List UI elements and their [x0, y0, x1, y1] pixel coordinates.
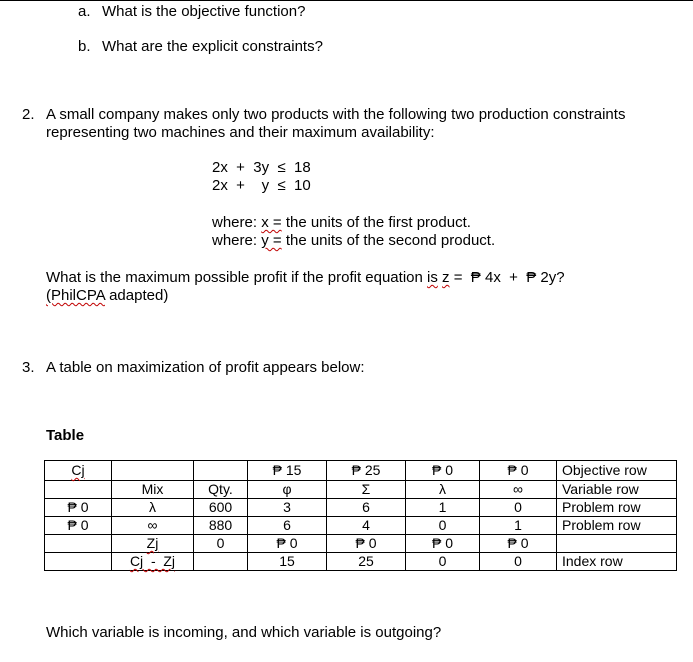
cell: 15: [248, 553, 327, 571]
table-label: Table: [46, 427, 85, 444]
q3-text: A table on maximization of profit appears below:: [46, 359, 365, 376]
cell: [112, 461, 194, 481]
cell: 4: [327, 517, 406, 535]
q2-question-z: z: [442, 269, 450, 286]
cell: Problem row: [557, 517, 677, 535]
cell: Cj: [45, 461, 112, 481]
where1-var: x =: [261, 214, 282, 231]
cell: 3: [248, 499, 327, 517]
cell: 0: [406, 553, 480, 571]
cell: [45, 481, 112, 499]
cell: [45, 535, 112, 553]
cell: ₱ 25: [327, 461, 406, 481]
table-row: [45, 461, 677, 481]
cell: [194, 461, 248, 481]
cell: Mix: [112, 481, 194, 499]
cell: ₱ 15: [248, 461, 327, 481]
q2-intro-line1: A small company makes only two products with the following two production constraints: [46, 106, 626, 123]
final-question: Which variable is incoming, and which variable is outgoing?: [46, 624, 442, 641]
cell: Problem row: [557, 499, 677, 517]
cell: Cj - Zj: [112, 553, 194, 571]
cell: 6: [327, 499, 406, 517]
cell: λ: [112, 499, 194, 517]
cell: [557, 535, 677, 553]
cell: 25: [327, 553, 406, 571]
q1a-text: What is the objective function?: [102, 3, 306, 20]
q2-source-a: (PhilCPA: [46, 287, 105, 304]
constraint-1: 2x + 3y ≤ 18: [212, 159, 311, 176]
q1b-text: What are the explicit constraints?: [102, 38, 323, 55]
cell: Index row: [557, 553, 677, 571]
q2-intro-line2: representing two machines and their maximum availability:: [46, 124, 435, 141]
q1b-label: b.: [78, 38, 91, 55]
cell: [194, 553, 248, 571]
cell: 880: [194, 517, 248, 535]
q3-number: 3.: [22, 359, 35, 376]
where-line-2: [212, 232, 495, 250]
q2-question: [46, 269, 565, 287]
cell: ₱ 0: [480, 461, 557, 481]
cell: ₱ 0: [327, 535, 406, 553]
q2-question-post: = ₱ 4x + ₱ 2y?: [453, 269, 565, 286]
simplex-table: [44, 460, 677, 571]
cell: Variable row: [557, 481, 677, 499]
table-row: [45, 535, 677, 553]
cell: ₱ 0: [45, 499, 112, 517]
table-row: [45, 499, 677, 517]
where2-prefix: where:: [212, 232, 258, 249]
cell: 6: [248, 517, 327, 535]
q2-question-is: is: [427, 269, 438, 286]
cell: ₱ 0: [480, 535, 557, 553]
table-row: [45, 553, 677, 571]
cell: Qty.: [194, 481, 248, 499]
cell: 600: [194, 499, 248, 517]
where1-prefix: where:: [212, 214, 258, 231]
cell: Σ: [327, 481, 406, 499]
table-row: [45, 517, 677, 535]
cell: ₱ 0: [248, 535, 327, 553]
constraint-2: 2x + y ≤ 10: [212, 177, 311, 194]
cell: 1: [406, 499, 480, 517]
q1a-label: a.: [78, 3, 91, 20]
cell: ∞: [480, 481, 557, 499]
cell: 0: [194, 535, 248, 553]
cell: λ: [406, 481, 480, 499]
cell: [45, 553, 112, 571]
table-row: [45, 481, 677, 499]
where-line-1: [212, 214, 471, 232]
q2-number: 2.: [22, 106, 35, 123]
where2-text: the units of the second product.: [285, 232, 496, 249]
where1-text: the units of the first product.: [285, 214, 471, 231]
cell: 0: [480, 553, 557, 571]
q2-source: [46, 287, 168, 305]
cell: Zj: [112, 535, 194, 553]
q2-question-pre: What is the maximum possible profit if the profit equation: [46, 269, 423, 286]
cell: ₱ 0: [406, 535, 480, 553]
where2-var: y =: [261, 232, 282, 249]
cell: ₱ 0: [45, 517, 112, 535]
cell: ₱ 0: [406, 461, 480, 481]
cell: 1: [480, 517, 557, 535]
cell: ∞: [112, 517, 194, 535]
cell: 0: [406, 517, 480, 535]
cell: φ: [248, 481, 327, 499]
top-rule: [0, 0, 693, 1]
cell: Objective row: [557, 461, 677, 481]
cell: 0: [480, 499, 557, 517]
q2-source-b: adapted): [109, 287, 169, 304]
